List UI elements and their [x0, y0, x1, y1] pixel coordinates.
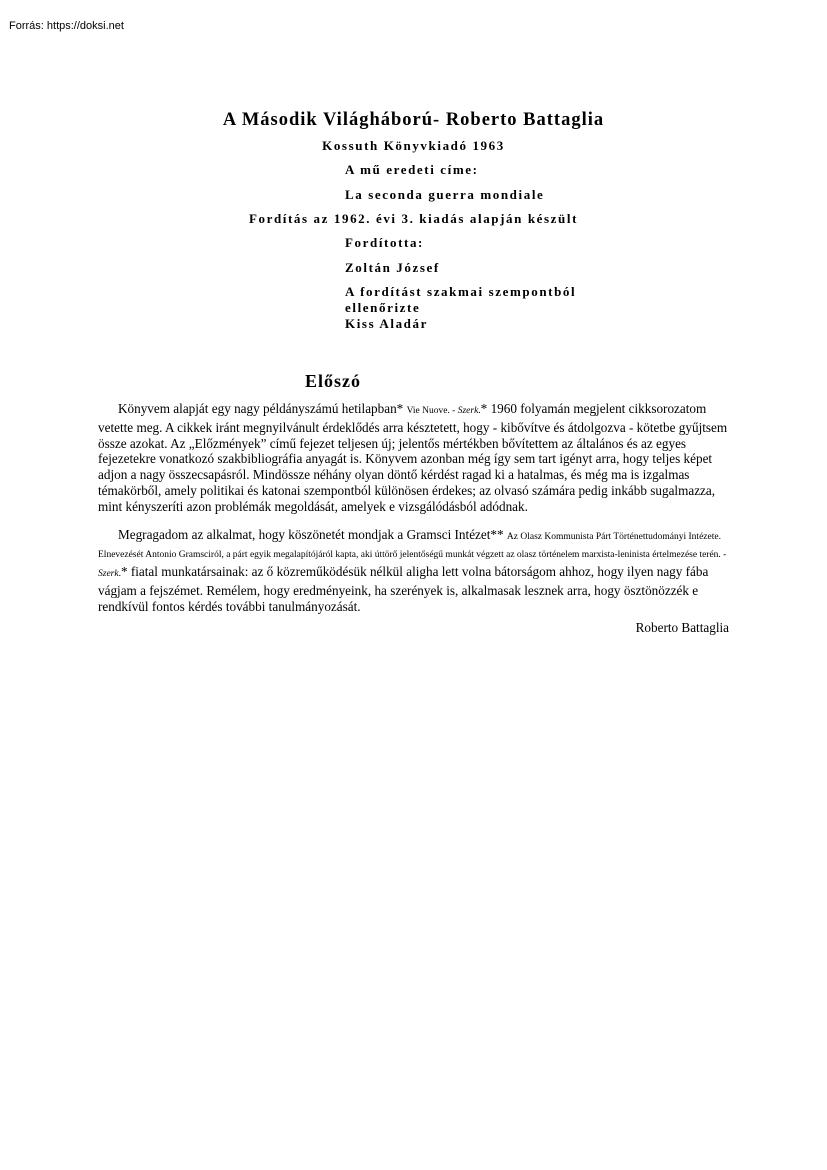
paragraph-1-text-a: Könyvem alapját egy nagy példányszámú hetilapban* — [118, 401, 407, 416]
reviewer: Kiss Aladár — [345, 316, 428, 331]
original-title: La seconda guerra mondiale — [345, 187, 545, 202]
preface-body — [98, 401, 729, 635]
paragraph-1 — [98, 401, 729, 515]
preface-title: Előszó — [305, 371, 362, 391]
footnote-1-text: Vie Nuove. - — [406, 406, 458, 416]
footnote-1-end: . — [478, 406, 481, 416]
title-block — [0, 108, 827, 132]
paragraph-2-text-a: Megragadom az alkalmat, hogy köszönetét mondjak a Gramsci Intézet** — [118, 526, 507, 542]
translator-label: Fordította: — [345, 235, 424, 250]
reviewer-label-line-2: ellenőrizte — [345, 300, 421, 315]
translator: Zoltán József — [345, 260, 440, 275]
signature: Roberto Battaglia — [635, 619, 729, 635]
footnote-1 — [407, 406, 481, 416]
reviewer-label-line-1: A fordítást szakmai szempontból — [345, 284, 577, 299]
book-title: A Második Világháború- Roberto Battaglia — [222, 110, 605, 130]
footnote-2-text: Az Olasz Kommunista Párt Történettudományi Intézete. Elnevezését Antonio Gramsciról, a párt egyik megalapítójáról kapta, aki úttörő jelentőségű munkát végzett az olasz történelem marxista-leninista értelmezése terén. - — [98, 531, 727, 561]
original-title-label: A mű eredeti címe: — [345, 162, 479, 177]
paragraph-1-text-b: * 1960 folyamán megjelent cikksorozatom vetette meg. A cikkek iránt megnyilvánult érdeklődés arra késztetett, hogy - kibővítve és átdolgozva - kötetbe gyűjtsem össze azokat. Az „Előzmények” című fejezet teljesen új; jelentős mértékben bővítettem az általános és az egyes fejezetekre vonatkozó szakbibliográfia anyagát is. Könyvem azonban még így sem tart igényt arra, hogy teljes képet adjon a nagy összecsapásról. Mindössze néhány olyan döntő kérdést ragad ki a hatalmas, és még ma is izgalmas témakörből, amely politikai és katonai szempontból különösen érdekes; az olvasó számára pedig inkább sugalmazza, mint kényszeríti azon problémák megoldását, amelyek e vizsgálódásból adódnak. — [98, 401, 728, 514]
paragraph-2 — [98, 527, 729, 615]
paragraph-2-text-b: * fiatal munkatársainak: az ő közreműködésük nélkül aligha lett volna bátorságom ahhoz, hogy ilyen nagy fába vágjam a fejszémet. Remélem, hogy eredményeink, ha szerények is, alkalmasak lesznek arra, hogy ösztönözzék e rendkívül fontos kérdés további tanulmányozását. — [98, 564, 709, 614]
footnote-2-end: . — [118, 569, 121, 580]
footnote-2-italic: Szerk — [98, 569, 119, 580]
footnote-1-italic: Szerk — [457, 406, 479, 416]
edition-note: Fordítás az 1962. évi 3. kiadás alapján készült — [248, 211, 579, 226]
source-line: Forrás: https://doksi.net — [9, 20, 124, 32]
publisher: Kossuth Könyvkiadó 1963 — [322, 138, 505, 153]
